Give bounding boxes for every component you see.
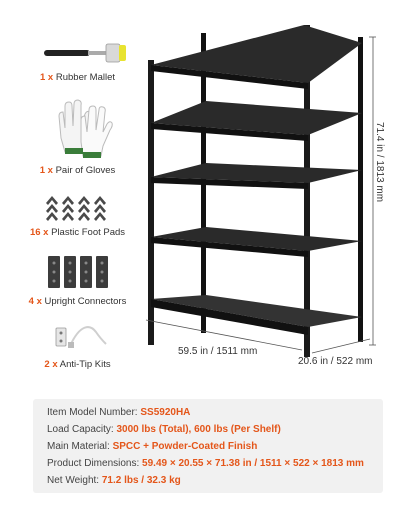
anti-tip-icon [52,322,108,352]
accessory-label-connectors: 4 x Upright Connectors [28,296,127,307]
height-dimension: 71.4 in / 1813 mm [374,122,385,203]
accessory-label-mallet: 1 x Rubber Mallet [40,72,115,83]
shelf-top [151,25,362,89]
accessory-label-gloves: 1 x Pair of Gloves [39,165,116,176]
accessory-label-anti-tip: 2 x Anti-Tip Kits [44,359,111,370]
spec-weight: Net Weight: 71.2 lbs / 32.3 kg [47,475,181,486]
accessory-label-foot-pads: 16 x Plastic Foot Pads [29,227,126,238]
shelf-3 [151,163,362,189]
foot-pads-icon [44,193,108,221]
shelf-2 [151,101,362,141]
spec-model: Item Model Number: SS5920HA [47,407,191,418]
shelving-unit-image [140,15,376,360]
mallet-icon [42,40,132,66]
depth-dimension: 20.6 in / 522 mm [298,356,373,367]
spec-load: Load Capacity: 3000 lbs (Total), 600 lbs (Per Shelf) [47,424,281,435]
width-dimension: 59.5 in / 1511 mm [178,346,258,357]
spec-dimensions: Product Dimensions: 59.49 × 20.55 × 71.38 in / 1511 × 522 × 1813 mm [47,458,364,469]
connectors-icon [46,254,110,290]
shelf-bottom [151,295,362,335]
spec-material: Main Material: SPCC + Powder-Coated Finish [47,441,258,452]
spec-box [33,399,383,493]
gloves-icon [55,98,115,160]
shelf-4 [151,227,362,257]
